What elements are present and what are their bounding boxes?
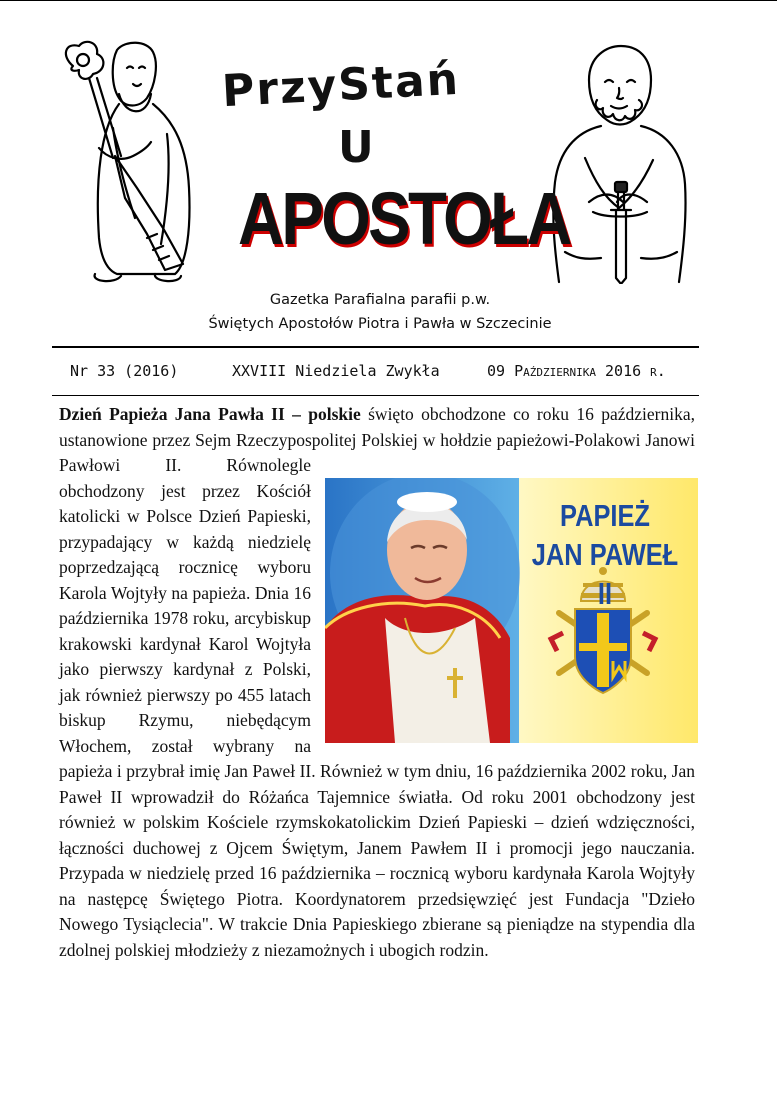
photo-caption-line1: PAPIEŻ	[560, 498, 650, 533]
masthead	[0, 0, 777, 345]
issue-bar-top-rule	[52, 346, 699, 348]
pope-photo	[325, 478, 698, 743]
masthead-title-line3: APOSTOŁA	[238, 177, 570, 260]
article-body-part1: święto obchodzone co roku 16 października, ustanowione przez Sejm Rzeczypospolitej Polskiej w hołdzie papieżowi-Polakowi Janowi Pawłowi II. Równolegle obchodzony jest przez Kościół katolicki w Polsce Dzień Papieski, przypadający w każdą niedzielę poprzedzającą rocznicę wyboru Karola Wojtyły na papieża. Dnia 16 października 1978 roku, arcybiskup krakowski kardynał Karol Wojtyła jako pierwszy kardynał z Polski, jak również pierwszy po 455 latach biskup Rzymu, niebędącym Włochem, został wybrany na papieża i przybrał imię Jan Paweł II. Również w tym dniu, 16 października 2002 roku, Jan Paweł II wprowadził do Różańca Tajemnice światła. Od roku 2001 obchodzony jest również w polskim Kościele rzymskokatolickim Dzień Papieski – dzień wdzięczności, łączności duchowej z Ojcem Świętym, Janem Pawłem II i promocji jego nauczania. Przypada w niedzielę przed 16 października – rocznicą wyboru kardynała Karola Wojtyły na następcę Świętego Piotra. Koordynatorem przedsięwzięć jest Fundacja "Dzieło Nowego Tysiąclecia". W trakcie Dnia Papieskiego zbierane są pieniądze na stypendia dla zdolnej polskiej młodzieży z niezamożnych i ubogich rodzin.	[59, 404, 695, 960]
masthead-title-line1: PrzyStań	[220, 53, 462, 118]
issue-sunday: XXVIII Niedziela Zwykła	[232, 362, 440, 380]
issue-bar-bottom-rule	[52, 395, 699, 396]
photo-caption-line2: JAN PAWEŁ II	[531, 537, 679, 611]
issue-date: 09 Października 2016 r.	[487, 362, 666, 380]
masthead-subtitle	[120, 288, 640, 336]
saint-peter-drawing	[55, 38, 215, 283]
photo-caption	[531, 496, 679, 613]
masthead-title-line2: U	[338, 122, 374, 173]
article-lead: Dzień Papieża Jana Pawła II – polskie	[59, 404, 361, 424]
subtitle-line1: Gazetka Parafialna parafii p.w.	[269, 292, 491, 308]
issue-number: Nr 33 (2016)	[70, 362, 179, 380]
subtitle-line2: Świętych Apostołów Piotra i Pawła w Szczecinie	[208, 316, 552, 332]
